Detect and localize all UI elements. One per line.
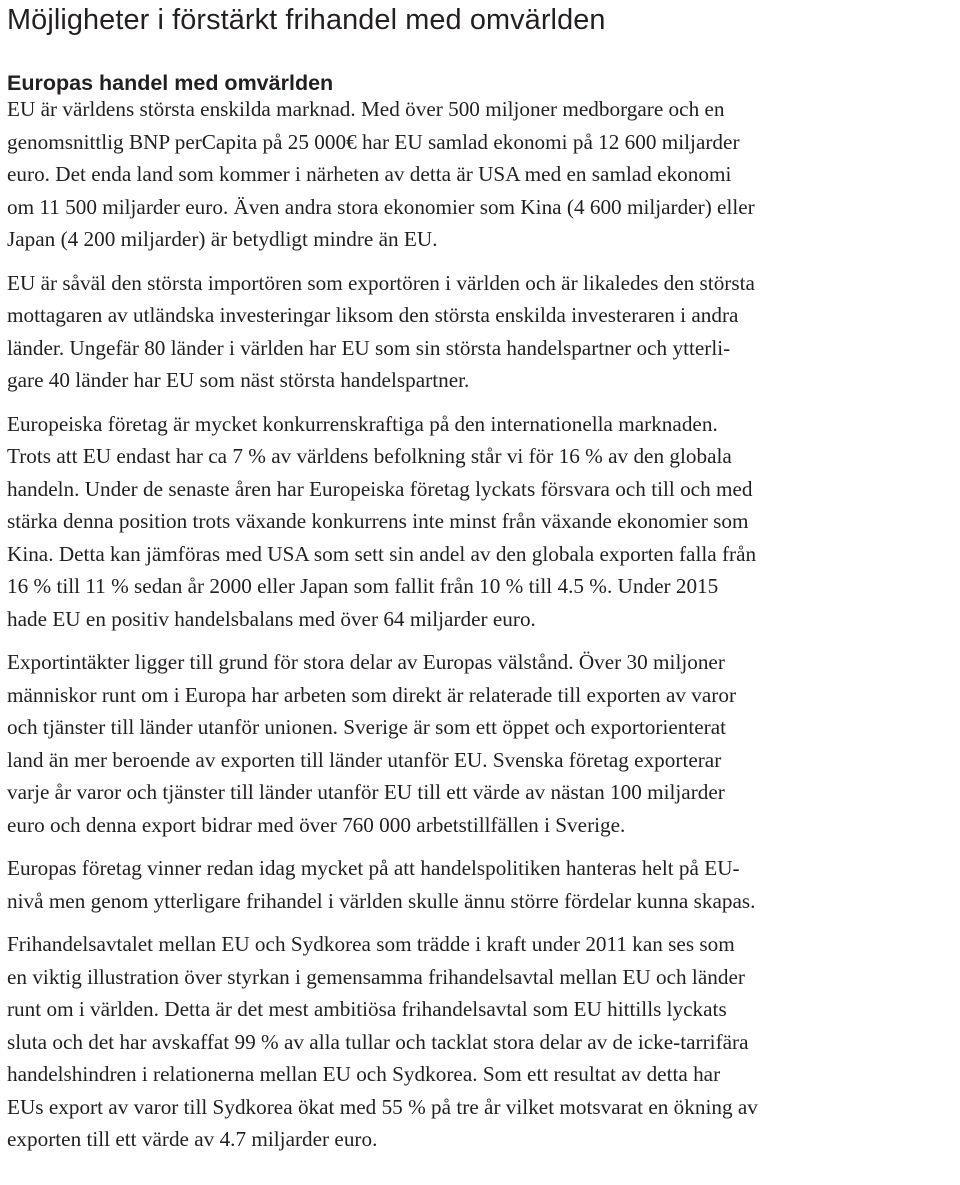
text-line: handelshindren i relationerna mellan EU och Sydkorea. Som ett resultat av detta har [7, 1062, 721, 1086]
text-line: en viktig illustration över styrkan i gemensamma frihandelsavtal mellan EU och länder [7, 964, 745, 989]
text-line: EU är såväl den största importören som exportören i världen och är likaledes den största [7, 270, 755, 295]
text-line: hade EU en positiv handelsbalans med över 64 miljarder euro. [7, 606, 536, 631]
text-line: om 11 500 miljarder euro. Även andra stora ekonomier som Kina (4 600 miljarder) eller [7, 194, 755, 219]
text-line: mottagaren av utländska investeringar liksom den största enskilda investeraren i andra [7, 303, 739, 327]
text-line: länder. Ungefär 80 länder i världen har EU som sin största handelspartner och ytterli- [7, 335, 731, 360]
paragraph-2 [7, 267, 957, 397]
text-line: Europeiska företag är mycket konkurrenskraftiga på den internationella marknaden. [7, 411, 718, 436]
paragraph-1 [7, 93, 957, 256]
paragraph-5 [7, 852, 957, 917]
text-line: Europas företag vinner redan idag mycket på att handelspolitiken hanteras helt på EU- [7, 856, 740, 880]
text-line: Exportintäkter ligger till grund för stora delar av Europas välstånd. Över 30 miljoner [7, 650, 725, 674]
text-line: Kina. Detta kan jämföras med USA som sett sin andel av den globala exporten falla från [7, 541, 757, 566]
text-line: euro. Det enda land som kommer i närheten av detta är USA med en samlad ekonomi [7, 162, 732, 186]
text-line: exporten till ett värde av 4.7 miljarder euro. [7, 1127, 378, 1151]
document-page [7, 0, 957, 1156]
text-line: genomsnittlig BNP perCapita på 25 000€ har EU samlad ekonomi på 12 600 miljarder [7, 129, 740, 154]
text-line: Frihandelsavtalet mellan EU och Sydkorea som trädde i kraft under 2011 kan ses som [7, 932, 735, 956]
text-line: stärka denna position trots växande konkurrens inte minst från växande ekonomier som [7, 509, 749, 533]
paragraph-4 [7, 646, 957, 841]
text-line: runt om i världen. Detta är det mest ambitiösa frihandelsavtal som EU hittills lyckats [7, 997, 727, 1021]
text-line: EUs export av varor till Sydkorea ökat med 55 % på tre år vilket motsvarat en ökning av [7, 1094, 758, 1119]
paragraph-6 [7, 928, 957, 1156]
text-line: människor runt om i Europa har arbeten som direkt är relaterade till exporten av varor [7, 682, 737, 707]
text-line: nivå men genom ytterligare frihandel i världen skulle ännu större fördelar kunna skapas. [7, 888, 756, 913]
text-line: gare 40 länder har EU som näst största handelspartner. [7, 368, 470, 392]
paragraph-3 [7, 408, 957, 636]
page-title: Möjligheter i förstärkt frihandel med omvärlden [7, 4, 606, 36]
text-line: sluta och det har avskaffat 99 % av alla tullar och tacklat stora delar av de icke-tarrifära [7, 1029, 749, 1054]
text-line: Japan (4 200 miljarder) är betydligt mindre än EU. [7, 227, 438, 251]
body-text [7, 93, 957, 1156]
text-line: Trots att EU endast har ca 7 % av världens befolkning står vi för 16 % av den globala [7, 444, 732, 468]
text-line: EU är världens största enskilda marknad. Med över 500 miljoner medborgare och en [7, 97, 725, 121]
text-line: land än mer beroende av exporten till länder utanför EU. Svenska företag exporterar [7, 747, 722, 772]
text-line: euro och denna export bidrar med över 760 000 arbetstillfällen i Sverige. [7, 812, 626, 837]
text-line: 16 % till 11 % sedan år 2000 eller Japan som fallit från 10 % till 4.5 %. Under 2015 [7, 574, 719, 598]
text-line: varje år varor och tjänster till länder utanför EU till ett värde av nästan 100 miljarder [7, 780, 725, 804]
section-heading: Europas handel med omvärlden [7, 71, 334, 95]
text-line: och tjänster till länder utanför unionen. Sverige är som ett öppet och exportorienterat [7, 715, 727, 739]
text-line: handeln. Under de senaste åren har Europeiska företag lyckats försvara och till och med [7, 476, 753, 501]
